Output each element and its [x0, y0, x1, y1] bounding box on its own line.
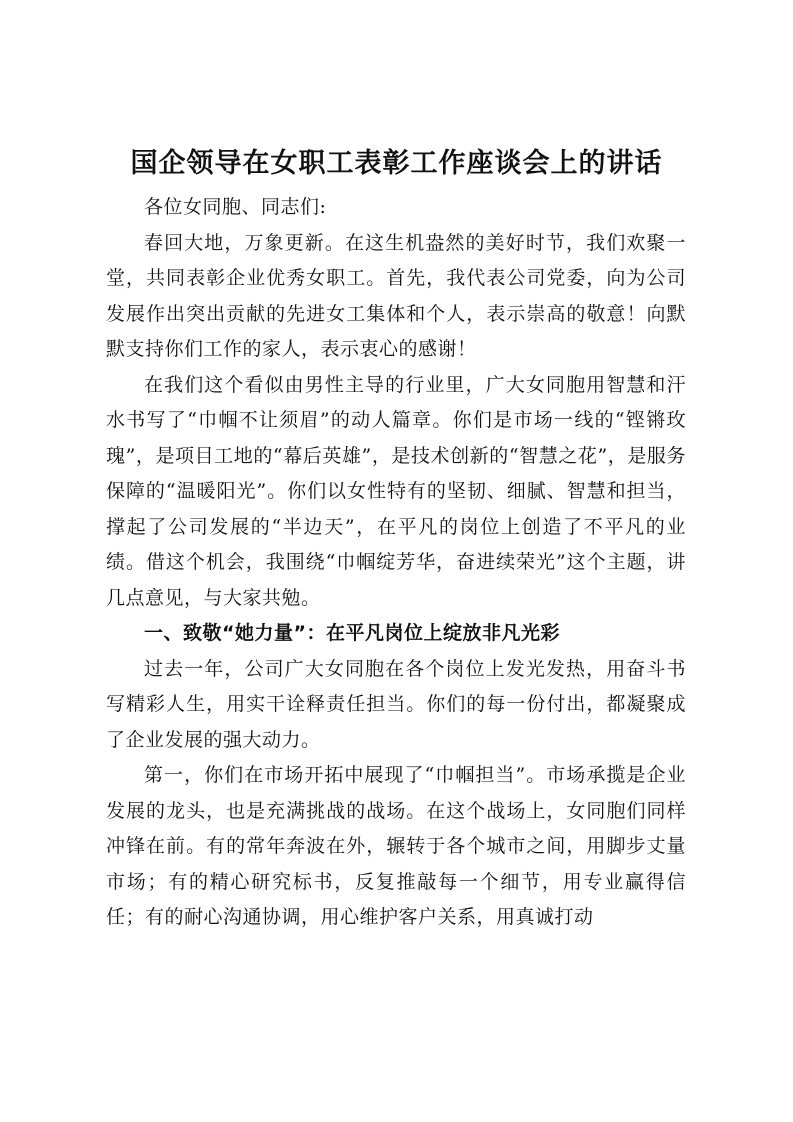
section-paragraph: 过去一年，公司广大女同胞在各个岗位上发光发热，用奋斗书写精彩人生，用实干诠释责任担当。你们的每一份付出，都凝聚成了企业发展的强大动力。 — [106, 657, 686, 751]
document-body — [106, 190, 686, 936]
greeting-paragraph: 各位女同胞、同志们: — [144, 196, 327, 218]
body-paragraph: 在我们这个看似由男性主导的行业里，广大女同胞用智慧和汗水书写了“巾帼不让须眉”的动人篇章。你们是市场一线的“铿锵玫瑰”，是项目工地的“幕后英雄”，是技术创新的“智慧之花”，是服务保障的“温暖阳光”。你们以女性特有的坚韧、细腻、智慧和担当，撑起了公司发展的“半边天”，在平凡的岗位上创造了不平凡的业绩。借这个机会，我围绕“巾帼绽芳华，奋进续荣光”这个主题，讲几点意见，与大家共勉。 — [106, 373, 686, 609]
body-paragraph: 春回大地，万象更新。在这生机盎然的美好时节，我们欢聚一堂，共同表彰企业优秀女职工。首先，我代表公司党委，向为公司发展作出突出贡献的先进女工集体和个人，表示崇高的敬意！向默默支持你们工作的家人，表示衷心的感谢！ — [106, 231, 686, 360]
section-heading: 一、致敬“她力量”：在平凡岗位上绽放非凡光彩 — [144, 622, 560, 644]
page-title: 国企领导在女职工表彰工作座谈会上的讲话 — [130, 148, 663, 179]
section-paragraph: 第一，你们在市场开拓中展现了“巾帼担当”。市场承揽是企业发展的龙头，也是充满挑战的战场。在这个战场上，女同胞们同样冲锋在前。有的常年奔波在外，辗转于各个城市之间，用脚步丈量市场；有的精心研究标书，反复推敲每一个细节，用专业赢得信任；有的耐心沟通协调，用心维护客户关系，用真诚打动 — [106, 764, 686, 928]
